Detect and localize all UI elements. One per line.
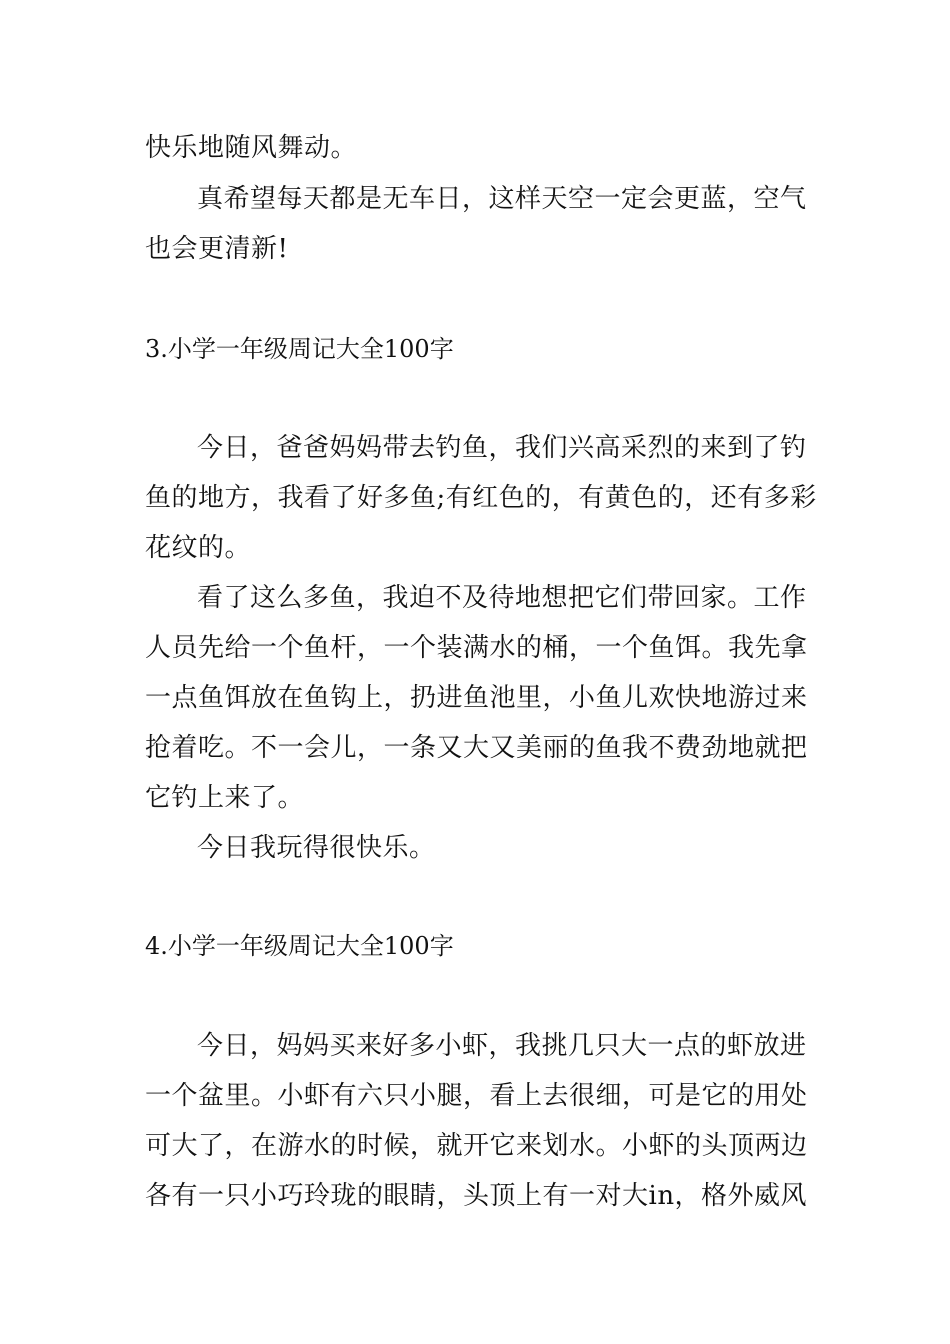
paragraph-line: 各有一只小巧玲珑的眼睛，头顶上有一对大in，格外威风 (145, 1181, 808, 1211)
paragraph-line: 也会更清新! (145, 234, 289, 264)
section-heading: 3.小学一年级周记大全100字 (145, 335, 454, 363)
paragraph-line: 今日，爸爸妈妈带去钓鱼，我们兴高采烈的来到了钓 (197, 433, 807, 463)
paragraph-line: 一个盆里。小虾有六只小腿，看上去很细，可是它的用处 (145, 1081, 808, 1111)
section-heading: 4.小学一年级周记大全100字 (145, 932, 454, 960)
paragraph-line: 看了这么多鱼，我迫不及待地想把它们带回家。工作 (197, 583, 807, 613)
paragraph-line: 它钓上来了。 (145, 783, 305, 813)
paragraph-line: 人员先给一个鱼杆，一个装满水的桶，一个鱼饵。我先拿 (145, 633, 808, 663)
paragraph-line: 抢着吃。不一会儿，一条又大又美丽的鱼我不费劲地就把 (145, 733, 808, 763)
paragraph-line: 今日，妈妈买来好多小虾，我挑几只大一点的虾放进 (197, 1031, 807, 1061)
paragraph-line: 快乐地随风舞动。 (145, 133, 358, 163)
paragraph-line: 一点鱼饵放在鱼钩上，扔进鱼池里，小鱼儿欢快地游过来 (145, 683, 808, 713)
paragraph-line: 真希望每天都是无车日，这样天空一定会更蓝，空气 (197, 184, 807, 214)
paragraph-line: 鱼的地方，我看了好多鱼;有红色的，有黄色的，还有多彩 (145, 483, 817, 513)
paragraph-line: 今日我玩得很快乐。 (197, 833, 436, 863)
paragraph-line: 可大了，在游水的时候，就开它来划水。小虾的头顶两边 (145, 1131, 808, 1161)
paragraph-line: 花纹的。 (145, 533, 252, 563)
